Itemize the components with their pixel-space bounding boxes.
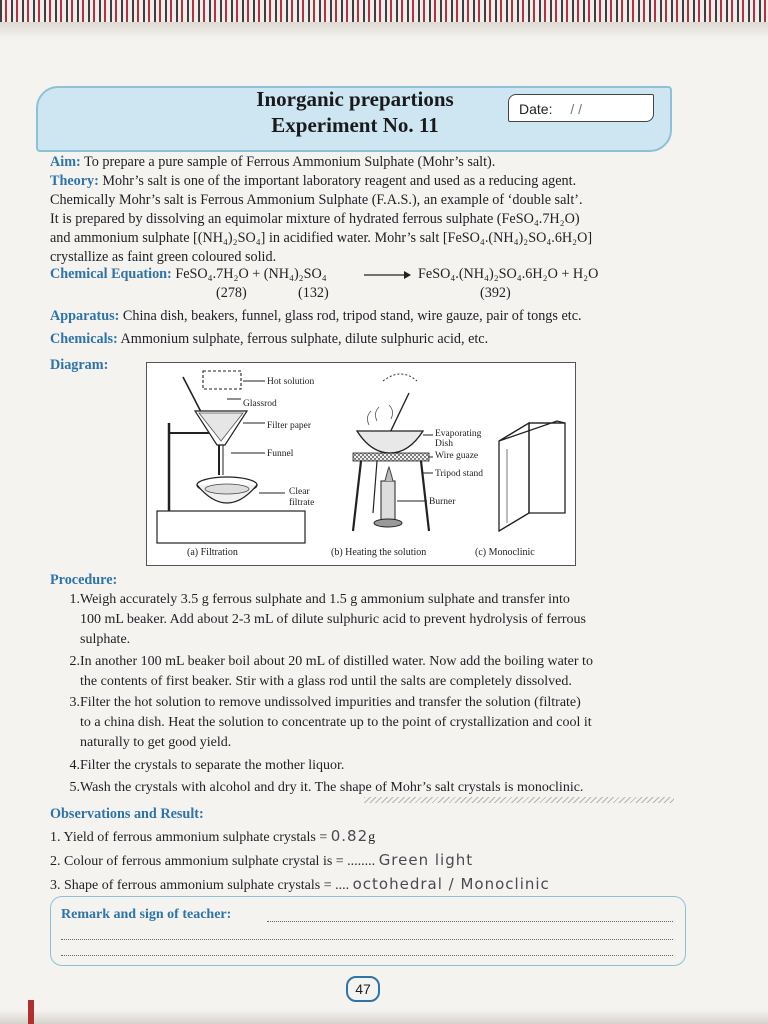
label-tripod-stand: Tripod stand: [435, 469, 483, 479]
label-filtrate: filtrate: [289, 498, 315, 508]
molar-mass-2: (132): [298, 285, 329, 301]
step-5-line-1: Wash the crystals with alcohol and dry it. The shape of Mohr’s salt crystals is monoclinic.: [80, 780, 584, 795]
step-3-line-2: to a china dish. Heat the solution to concentrate up to the point of crystallization and cool it: [80, 715, 592, 730]
equation-lhs: FeSO₄.7H₂O + (NH₄)₂SO₄: [175, 266, 327, 282]
aim-label: Aim:: [50, 154, 81, 170]
theory-label: Theory:: [50, 173, 99, 189]
step-3-line-1: Filter the hot solution to remove undissolved impurities and transfer the solution (filtrate): [80, 695, 581, 710]
step-1-line-3: sulphate.: [80, 632, 131, 647]
step-4-line-1: Filter the crystals to separate the mother liquor.: [80, 758, 345, 773]
molar-mass-1: (278): [216, 285, 247, 301]
procedure-label: Procedure:: [50, 572, 118, 588]
result-shape: [50, 876, 550, 894]
label-funnel: Funnel: [267, 449, 294, 459]
remark-dotline-3: [61, 955, 673, 956]
step-1-line-1: Weigh accurately 3.5 g ferrous sulphate and 1.5 g ammonium sulphate and transfer into: [80, 592, 570, 607]
theory-line-2: Chemically Mohr’s salt is Ferrous Ammonium Sulphate (F.A.S.), an example of ‘double salt’.: [50, 192, 583, 208]
theory-line-1: [50, 173, 576, 190]
result-yield: [50, 828, 375, 846]
caption-heating: (b) Heating the solution: [331, 547, 427, 558]
chemicals-line: [50, 331, 488, 348]
result-yield-unit: g: [368, 830, 376, 845]
step-text: [80, 756, 700, 776]
step-text: [80, 652, 700, 692]
result-shape-value: octohedral / Monoclinic: [352, 875, 550, 893]
title-line-1: Inorganic prepartions: [256, 87, 454, 111]
step-3-line-3: naturally to get good yield.: [80, 735, 232, 750]
chemicals-label: Chemicals:: [50, 331, 118, 347]
equation-rhs: FeSO₄.(NH₄)₂SO₄.6H₂O + H₂O: [418, 266, 599, 282]
label-burner: Burner: [429, 497, 456, 507]
label-wire-gauze: Wire guaze: [435, 451, 479, 461]
caption-monoclinic: (c) Monoclinic: [475, 547, 535, 558]
theory-line-4: and ammonium sulphate [(NH₄)₂SO₄] in acidified water. Mohr’s salt [FeSO₄.(NH₄)₂SO₄.6H₂O]: [50, 230, 593, 246]
page-bottom-edge: [0, 1010, 768, 1024]
step-number: 2.: [69, 654, 80, 669]
remark-dotline-2: [61, 939, 673, 940]
step-number: 3.: [69, 695, 80, 710]
label-filter-paper: Filter paper: [267, 421, 312, 431]
apparatus-text: China dish, beakers, funnel, glass rod, tripod stand, wire gauze, pair of tongs etc.: [122, 308, 582, 324]
theory-line-5: crystallize as faint green coloured solid.: [50, 249, 277, 265]
aim-text: To prepare a pure sample of Ferrous Ammonium Sulphate (Mohr’s salt).: [84, 154, 496, 170]
result-yield-label: 1. Yield of ferrous ammonium sulphate crystals =: [50, 830, 328, 845]
equation-label: Chemical Equation:: [50, 266, 172, 282]
diagram-label: Diagram:: [50, 357, 109, 373]
observations-heading: [50, 806, 204, 823]
step-1-line-2: 100 mL beaker. Add about 2-3 mL of dilute sulphuric acid to prevent hydrolysis of ferrous: [80, 612, 586, 627]
label-hot-solution: Hot solution: [267, 377, 315, 387]
procedure-heading: [50, 572, 117, 589]
diagram-heading: [50, 357, 108, 374]
label-clear: Clear: [289, 487, 310, 497]
apparatus-diagram: [146, 362, 576, 566]
date-slashes: / /: [570, 101, 583, 117]
step-number: 4.: [69, 758, 80, 773]
chemicals-text: Ammonium sulphate, ferrous sulphate, dilute sulphuric acid, etc.: [120, 331, 489, 347]
date-box: [508, 94, 654, 122]
step-2-line-1: In another 100 mL beaker boil about 20 mL of distilled water. Now add the boiling water to: [80, 654, 593, 669]
label-evaporating: Evaporating: [435, 429, 482, 439]
step-2-line-2: the contents of first beaker. Stir with a glass rod until the salts are completely dissolved.: [80, 674, 572, 689]
red-margin-mark: [28, 1000, 34, 1024]
molar-mass-3: (392): [480, 285, 511, 301]
label-glassrod: Glassrod: [243, 399, 277, 409]
caption-filtration: (a) Filtration: [187, 547, 238, 558]
remark-label: Remark and sign of teacher:: [61, 907, 232, 922]
theory-text-1: Mohr’s salt is one of the important laboratory reagent and used as a reducing agent.: [102, 173, 577, 189]
result-shape-label: 3. Shape of ferrous ammonium sulphate crystals = ....: [50, 878, 350, 893]
title-line-2: Experiment No. 11: [271, 113, 439, 137]
step-number: 5.: [69, 780, 80, 795]
apparatus-label: Apparatus:: [50, 308, 120, 324]
pencil-underline: [364, 797, 674, 803]
step-text: [80, 778, 700, 798]
label-dish: Dish: [435, 439, 453, 449]
result-yield-value: 0.82: [330, 827, 369, 845]
date-label: Date:: [519, 101, 553, 117]
theory-line-3: It is prepared by dissolving an equimolar mixture of hydrated ferrous sulphate (FeSO₄.7H₂O): [50, 211, 580, 227]
page-number: 47: [346, 976, 380, 1002]
result-colour-label: 2. Colour of ferrous ammonium sulphate crystal is = ........: [50, 854, 376, 869]
binding-shadow: [0, 22, 768, 38]
remark-box: [50, 896, 686, 966]
step-number: 1.: [69, 592, 80, 607]
observations-label: Observations and Result:: [50, 806, 204, 822]
aim-line: [50, 154, 495, 171]
reaction-arrow-icon: [362, 268, 412, 282]
spiral-binding: [0, 0, 768, 22]
step-text: [80, 693, 700, 753]
page-title: [160, 86, 553, 138]
apparatus-line: [50, 308, 582, 325]
equation-line: [50, 266, 327, 283]
diagram-drawing: [147, 363, 575, 565]
step-text: [80, 590, 700, 650]
result-colour: [50, 852, 473, 870]
remark-dotline-1: [267, 921, 673, 922]
result-colour-value: Green light: [378, 851, 474, 869]
